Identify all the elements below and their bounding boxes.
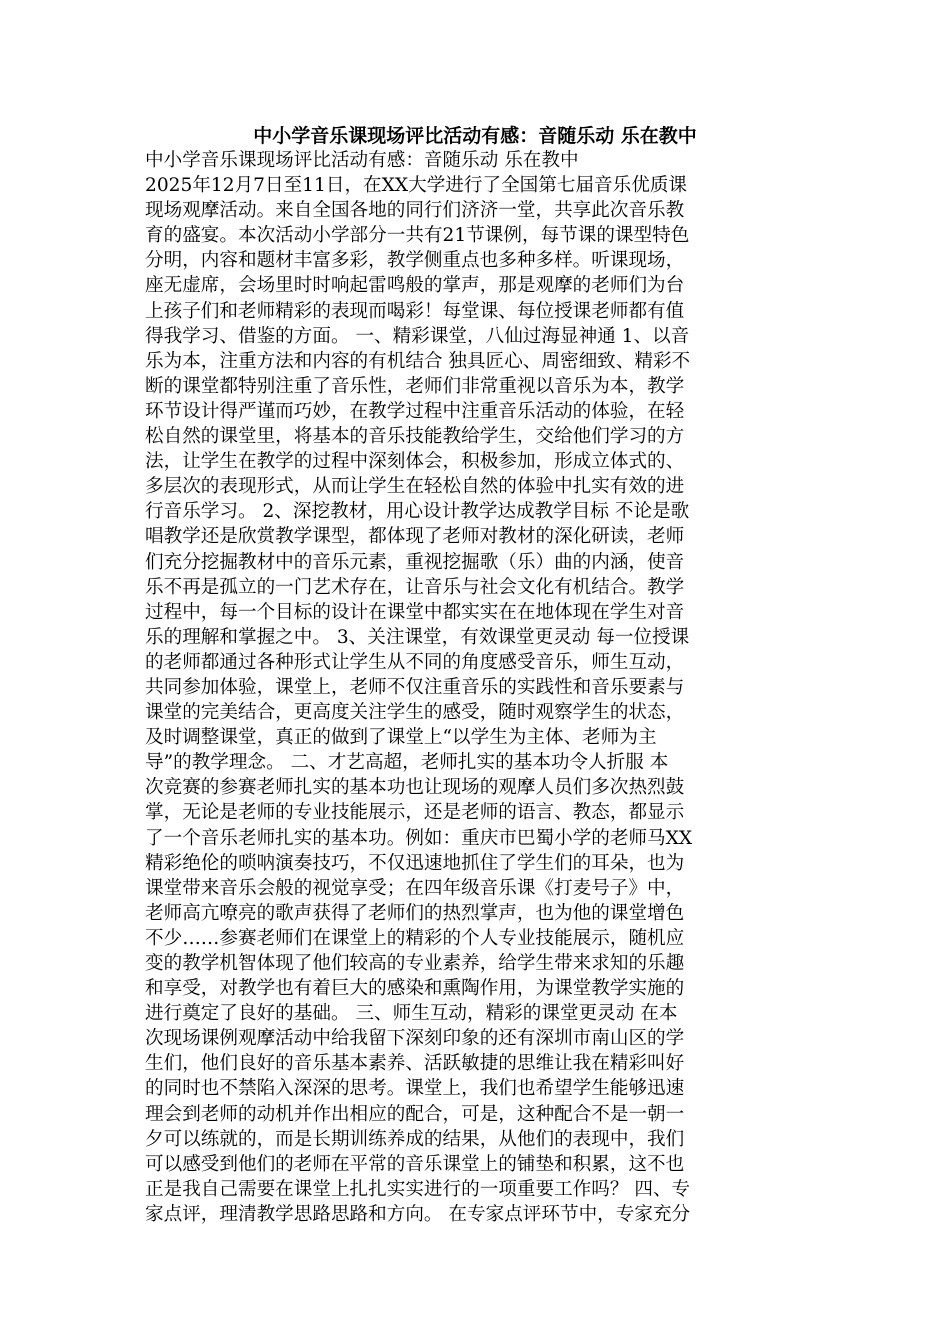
body-line: 了一个音乐老师扎实的基本功。例如：重庆市巴蜀小学的老师马XX	[145, 827, 693, 849]
body-line: 乐为本，注重方法和内容的有机结合 独具匠心、周密细致、精彩不	[145, 350, 691, 372]
body-line: 乐的理解和掌握之中。 3、关注课堂，有效课堂更灵动 每一位授课	[145, 626, 690, 648]
body-line: 变的教学机智体现了他们较高的专业素养，给学生带来求知的乐趣	[145, 953, 685, 974]
body-line: 课堂带来音乐会般的视觉享受；在四年级音乐课《打麦号子》中，	[145, 877, 685, 899]
body-line: 可以感受到他们的老师在平常的音乐课堂上的铺垫和积累，这不也	[145, 1153, 685, 1175]
body-line: 法，让学生在教学的过程中深刻体会，积极参加，形成立体式的、	[145, 451, 685, 473]
body-line: 过程中，每一个目标的设计在课堂中都实实在在地体现在学生对音	[145, 601, 685, 623]
body-line: 分明，内容和题材丰富多彩，教学侧重点也多种多样。听课现场，	[145, 250, 685, 272]
body-line: 家点评，理清教学思路思路和方向。 在专家点评环节中，专家充分	[145, 1203, 691, 1225]
body-line: 乐不再是孤立的一门艺术存在，让音乐与社会文化有机结合。教学	[145, 576, 685, 598]
body-line: 不少……参赛老师们在课堂上的精彩的个人专业技能展示，随机应	[145, 927, 685, 949]
body-line: 育的盛宴。本次活动小学部分一共有21节课例，每节课的课型特色	[145, 225, 690, 247]
body-line: 座无虚席，会场里时时响起雷鸣般的掌声，那是观摩的老师们为台	[145, 275, 685, 297]
body-line: 精彩绝伦的唢呐演奏技巧，不仅迅速地抓住了学生们的耳朵，也为	[145, 852, 685, 874]
body-line: 生们，他们良好的音乐基本素养、活跃敏捷的思维让我在精彩叫好	[145, 1053, 685, 1075]
body-line: 理会到老师的动机并作出相应的配合，可是，这种配合不是一朝一	[145, 1103, 685, 1125]
body-line: 行音乐学习。 2、深挖教材，用心设计教学达成教学目标 不论是歌	[145, 501, 690, 523]
body-line: 现场观摩活动。来自全国各地的同行们济济一堂，共享此次音乐教	[145, 200, 685, 222]
body-line: 多层次的表现形式，从而让学生在轻松自然的体验中扎实有效的进	[145, 476, 685, 498]
body-line: 们充分挖掘教材中的音乐元素，重视挖掘歌（乐）曲的内涵，使音	[145, 551, 685, 573]
body-line: 夕可以练就的，而是长期训练养成的结果，从他们的表现中，我们	[145, 1128, 685, 1150]
body-line: 环节设计得严谨而巧妙，在教学过程中注重音乐活动的体验，在轻	[145, 400, 685, 422]
body-line: 的老师都通过各种形式让学生从不同的角度感受音乐，师生互动，	[145, 651, 685, 673]
body-line: 断的课堂都特别注重了音乐性，老师们非常重视以音乐为本，教学	[145, 375, 685, 397]
body-line: 上孩子们和老师精彩的表现而喝彩！每堂课、每位授课老师都有值	[145, 300, 685, 322]
body-line: 松自然的课堂里，将基本的音乐技能教给学生，交给他们学习的方	[145, 426, 685, 448]
body-line: 进行奠定了良好的基础。 三、师生互动，精彩的课堂更灵动 在本	[145, 1003, 678, 1025]
body-line: 中小学音乐课现场评比活动有感：音随乐动 乐在教中	[145, 150, 579, 171]
document-title: 中小学音乐课现场评比活动有感：音随乐动 乐在教中	[253, 125, 697, 147]
body-line: 得我学习、借鉴的方面。 一、精彩课堂，八仙过海显神通 1、以音	[145, 325, 690, 347]
document-body	[145, 148, 807, 1227]
body-line: 正是我自己需要在课堂上扎扎实实进行的一项重要工作吗？ 四、专	[145, 1178, 691, 1200]
body-line: 2025年12月7日至11日，在XX大学进行了全国第七届音乐优质课	[145, 175, 688, 197]
body-line: 唱教学还是欣赏教学课型，都体现了老师对教材的深化研读，老师	[145, 526, 685, 548]
body-line: 老师高亢嘹亮的歌声获得了老师们的热烈掌声，也为他的课堂增色	[145, 902, 685, 924]
body-line: 导”的教学理念。 二、才艺高超，老师扎实的基本功令人折服 本	[145, 752, 669, 774]
body-line: 掌，无论是老师的专业技能展示，还是老师的语言、教态，都显示	[145, 802, 685, 824]
body-line: 课堂的完美结合，更高度关注学生的感受，随时观察学生的状态，	[145, 702, 685, 724]
body-line: 共同参加体验，课堂上，老师不仅注重音乐的实践性和音乐要素与	[145, 676, 685, 698]
body-line: 次竞赛的参赛老师扎实的基本功也让现场的观摩人员们多次热烈鼓	[145, 777, 685, 799]
body-line: 的同时也不禁陷入深深的思考。课堂上，我们也希望学生能够迅速	[145, 1078, 685, 1100]
body-line: 次现场课例观摩活动中给我留下深刻印象的还有深圳市南山区的学	[145, 1028, 685, 1050]
body-line: 及时调整课堂，真正的做到了课堂上“以学生为主体、老师为主	[145, 727, 657, 749]
body-line: 和享受，对教学也有着巨大的感染和熏陶作用，为课堂教学实施的	[145, 978, 685, 1000]
